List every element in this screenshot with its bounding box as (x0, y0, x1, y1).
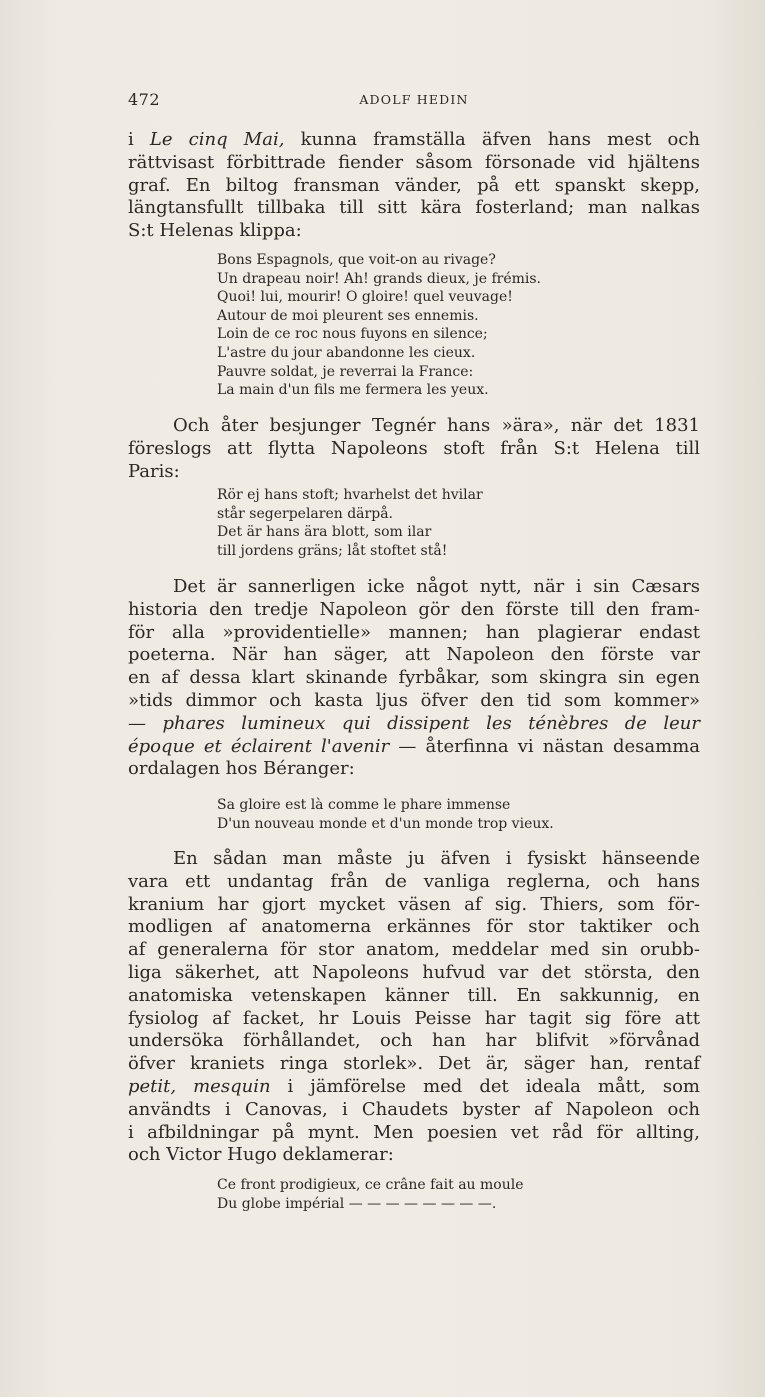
verse-quote-4 (217, 1176, 524, 1213)
verse-quote-3 (217, 796, 554, 833)
paragraph-2 (128, 415, 700, 483)
text-line: i Le cinq Mai, kunna framställa äfven hans mest och (128, 129, 700, 150)
text-line: Paris: (128, 460, 180, 482)
text-line: En sådan man måste ju äfven i fysiskt hänseende (173, 848, 700, 869)
verse-line: Det är hans ära blott, som ilar (217, 524, 432, 541)
text-line: vara ett undantag från de vanliga reglerna, och hans (128, 870, 700, 892)
verse-line: Un drapeau noir! Ah! grands dieux, je frémis. (217, 270, 541, 287)
text-line: ordalagen hos Béranger: (128, 758, 355, 780)
text-line: öfver kraniets ringa storlek». Det är, säger han, rentaf (128, 1053, 700, 1075)
text-line: Och åter besjunger Tegnér hans »ära», när det 1831 (173, 415, 700, 436)
text-line: graf. En biltog fransman vänder, på ett spanskt skepp, (128, 174, 700, 196)
verse-quote-1 (217, 251, 541, 400)
verse-quote-2 (217, 486, 483, 560)
text-line: anatomiska vetenskapen känner till. En sakkunnig, en (128, 984, 700, 1006)
text-line: S:t Helenas klippa: (128, 220, 302, 242)
verse-line: La main d'un fils me fermera les yeux. (217, 382, 489, 399)
verse-line: Du globe impérial — — — — — — — —. (217, 1195, 497, 1212)
text-line: — phares lumineux qui dissipent les ténèbres de leur (128, 712, 700, 734)
text-line: historia den tredje Napoleon gör den förste till den fram- (128, 598, 700, 620)
text-line: rättvisast förbittrade fiender såsom försonade vid hjältens (128, 151, 700, 173)
verse-line: Rör ej hans stoft; hvarhelst det hvilar (217, 487, 483, 503)
text-line: liga säkerhet, att Napoleons hufvud var det största, den (128, 961, 700, 983)
text-line: en af dessa klart skinande fyrbåkar, som skingra sin egen (128, 667, 700, 689)
verse-line: Quoi! lui, mourir! O gloire! quel veuvage! (217, 289, 513, 306)
paragraph-1 (128, 129, 700, 243)
verse-line: Ce front prodigieux, ce crâne fait au moule (217, 1177, 524, 1193)
page-header (128, 90, 700, 110)
text-line: »tids dimmor och kasta ljus öfver den tid som kommer» (128, 689, 700, 711)
text-line: poeterna. När han säger, att Napoleon den förste var (128, 644, 700, 666)
paragraph-3 (128, 576, 700, 781)
text-line: användts i Canovas, i Chaudets byster af Napoleon och (128, 1098, 700, 1120)
text-line: undersöka förhållandet, och han har blifvit »förvånad (128, 1030, 700, 1052)
paragraph-4 (128, 848, 700, 1167)
text-line: längtansfullt tillbaka till sitt kära fosterland; man nalkas (128, 197, 700, 219)
running-head: ADOLF HEDIN (359, 92, 469, 107)
verse-line: Loin de ce roc nous fuyons en silence; (217, 326, 488, 343)
text-line: i afbildningar på mynt. Men poesien vet råd för allting, (128, 1121, 700, 1143)
text-line: Det är sannerligen icke något nytt, när i sin Cæsars (173, 576, 700, 597)
page-number: 472 (128, 90, 161, 109)
text-line: fysiolog af facket, hr Louis Peisse har tagit sig före att (128, 1007, 700, 1029)
text-line: modligen af anatomerna erkännes för stor taktiker och (128, 916, 700, 938)
text-line: petit, mesquin i jämförelse med det ideala mått, som (128, 1075, 700, 1097)
text-line: för alla »providentielle» mannen; han plagierar endast (128, 621, 700, 643)
verse-line: Pauvre soldat, je reverrai la France: (217, 363, 474, 380)
verse-line: Autour de moi pleurent ses ennemis. (217, 307, 479, 324)
text-line: kranium har gjort mycket väsen af sig. Thiers, som för- (128, 893, 700, 915)
text-line: föreslogs att flytta Napoleons stoft från S:t Helena till (128, 437, 700, 459)
text-line: och Victor Hugo deklamerar: (128, 1144, 394, 1166)
verse-line: D'un nouveau monde et d'un monde trop vieux. (217, 815, 554, 832)
verse-line: L'astre du jour abandonne les cieux. (217, 344, 476, 361)
verse-line: till jordens gräns; låt stoftet stå! (217, 542, 448, 559)
text-line: époque et éclairent l'avenir — återfinna vi nästan desamma (128, 735, 700, 757)
verse-line: Sa gloire est là comme le phare immense (217, 797, 511, 813)
text-line: af generalerna för stor anatom, meddelar med sin orubb- (128, 939, 700, 961)
verse-line: står segerpelaren därpå. (217, 505, 393, 522)
verse-line: Bons Espagnols, que voit-on au rivage? (217, 252, 496, 268)
